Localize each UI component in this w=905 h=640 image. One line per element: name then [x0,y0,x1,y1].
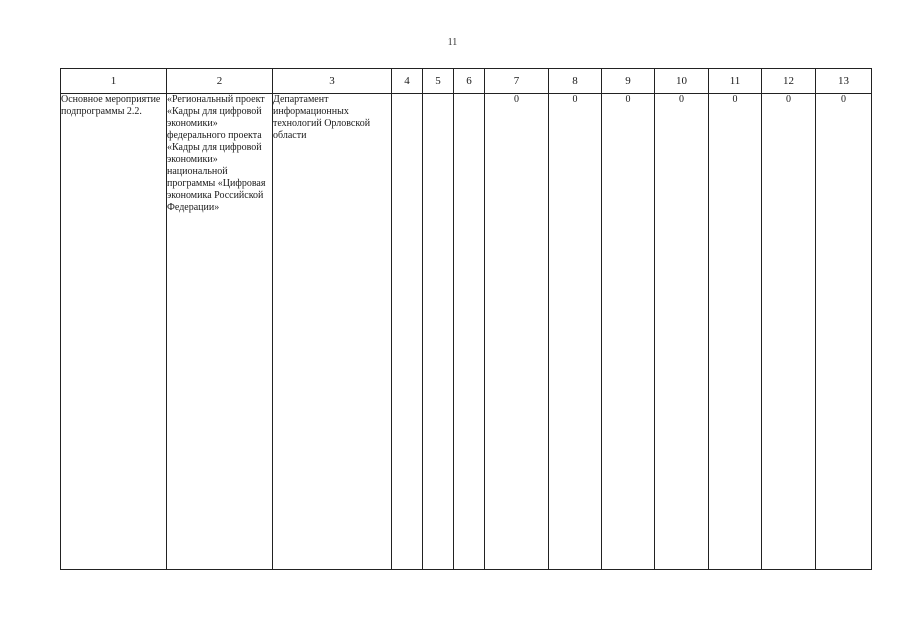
column-header-11: 11 [709,69,762,94]
column-header-1: 1 [61,69,167,94]
responsible-executor-cell: Департамент информационных технологий Орловской области [273,94,392,570]
column-header-8: 8 [549,69,602,94]
cell-col-5 [423,94,454,570]
column-header-6: 6 [454,69,485,94]
value-cell-col-7: 0 [485,94,549,570]
column-header-5: 5 [423,69,454,94]
table-row [61,94,872,570]
column-header-10: 10 [655,69,709,94]
value-cell-col-13: 0 [816,94,872,570]
program-table [60,68,872,570]
value-cell-col-12: 0 [762,94,816,570]
cell-col-4 [392,94,423,570]
project-name-cell: «Региональный проект «Кадры для цифровой экономики» федерального проекта «Кадры для цифровой экономики» национальной программы «Цифровая экономика Российской Федерации» [167,94,273,570]
header-row [61,69,872,94]
column-header-7: 7 [485,69,549,94]
value-cell-col-11: 0 [709,94,762,570]
column-header-3: 3 [273,69,392,94]
column-header-4: 4 [392,69,423,94]
value-cell-col-9: 0 [602,94,655,570]
column-header-12: 12 [762,69,816,94]
value-cell-col-8: 0 [549,94,602,570]
column-header-9: 9 [602,69,655,94]
column-header-2: 2 [167,69,273,94]
cell-col-6 [454,94,485,570]
value-cell-col-10: 0 [655,94,709,570]
column-header-13: 13 [816,69,872,94]
activity-type-cell: Основное мероприятие подпрограммы 2.2. [61,94,167,570]
page-number: 11 [447,37,458,48]
